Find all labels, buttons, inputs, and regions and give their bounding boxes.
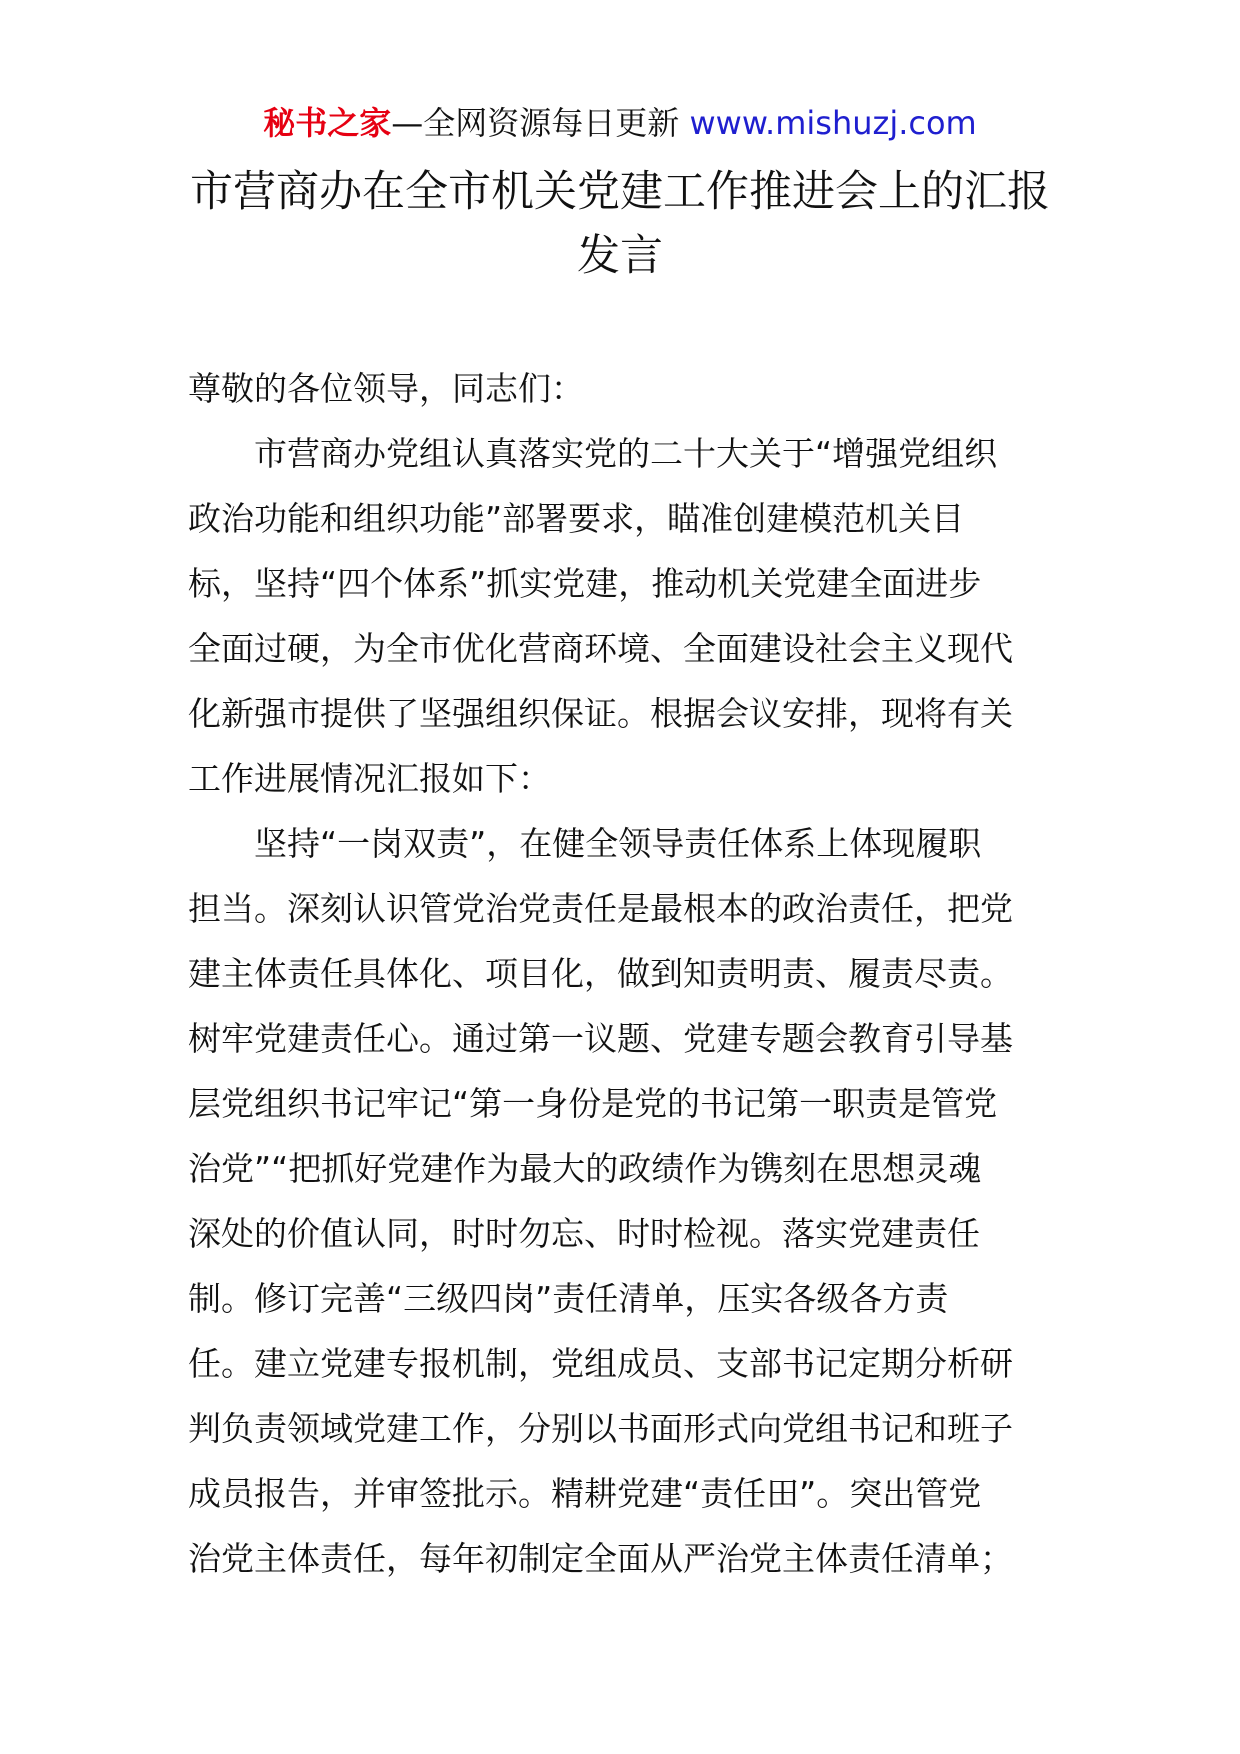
- paragraph-line: 标，坚持“四个体系”抓实党建，推动机关党建全面进步: [188, 564, 982, 603]
- paragraph-line: 坚持“一岗双责”，在健全领导责任体系上体现履职: [254, 824, 982, 863]
- paragraph-line: 担当。深刻认识管党治党责任是最根本的政治责任，把党: [188, 889, 1013, 928]
- site-url-link[interactable]: www.mishuzj.com: [689, 104, 977, 142]
- paragraph-line: 判负责领域党建工作，分别以书面形式向党组书记和班子: [188, 1409, 1013, 1448]
- paragraph-line: 树牢党建责任心。通过第一议题、党建专题会教育引导基: [188, 1019, 1013, 1058]
- title-line: 发言: [577, 231, 663, 281]
- salutation: 尊敬的各位领导，同志们：: [188, 369, 584, 408]
- paragraph-line: 建主体责任具体化、项目化，做到知责明责、履责尽责。: [188, 954, 1013, 993]
- document-body: [188, 356, 1064, 1591]
- paragraph-line: 深处的价值认同，时时勿忘、时时检视。落实党建责任: [188, 1214, 980, 1253]
- brand-name: 秘书之家: [263, 104, 392, 142]
- paragraph-line: 全面过硬，为全市优化营商环境、全面建设社会主义现代: [188, 629, 1013, 668]
- paragraph-line: 治党主体责任，每年初制定全面从严治党主体责任清单；: [188, 1539, 1013, 1578]
- site-banner: [0, 100, 1240, 146]
- document-title: [180, 160, 1060, 288]
- title-line: 市营商办在全市机关党建工作推进会上的汇报: [190, 167, 1050, 217]
- paragraph-line: 任。建立党建专报机制，党组成员、支部书记定期分析研: [188, 1344, 1013, 1383]
- paragraph-line: 治党”“把抓好党建作为最大的政绩作为镌刻在思想灵魂: [188, 1149, 982, 1188]
- paragraph-line: 市营商办党组认真落实党的二十大关于“增强党组织: [254, 434, 998, 473]
- banner-tagline: —全网资源每日更新: [391, 104, 690, 142]
- paragraph-line: 成员报告，并审签批示。精耕党建“责任田”。突出管党: [188, 1474, 982, 1513]
- paragraph-line: 化新强市提供了坚强组织保证。根据会议安排，现将有关: [188, 694, 1013, 733]
- paragraph-line: 层党组织书记牢记“第一身份是党的书记第一职责是管党: [188, 1084, 998, 1123]
- paragraph-line: 政治功能和组织功能”部署要求，瞄准创建模范机关目: [188, 499, 965, 538]
- paragraph-line: 制。修订完善“三级四岗”责任清单，压实各级各方责: [188, 1279, 949, 1318]
- paragraph-line: 工作进展情况汇报如下：: [188, 759, 551, 798]
